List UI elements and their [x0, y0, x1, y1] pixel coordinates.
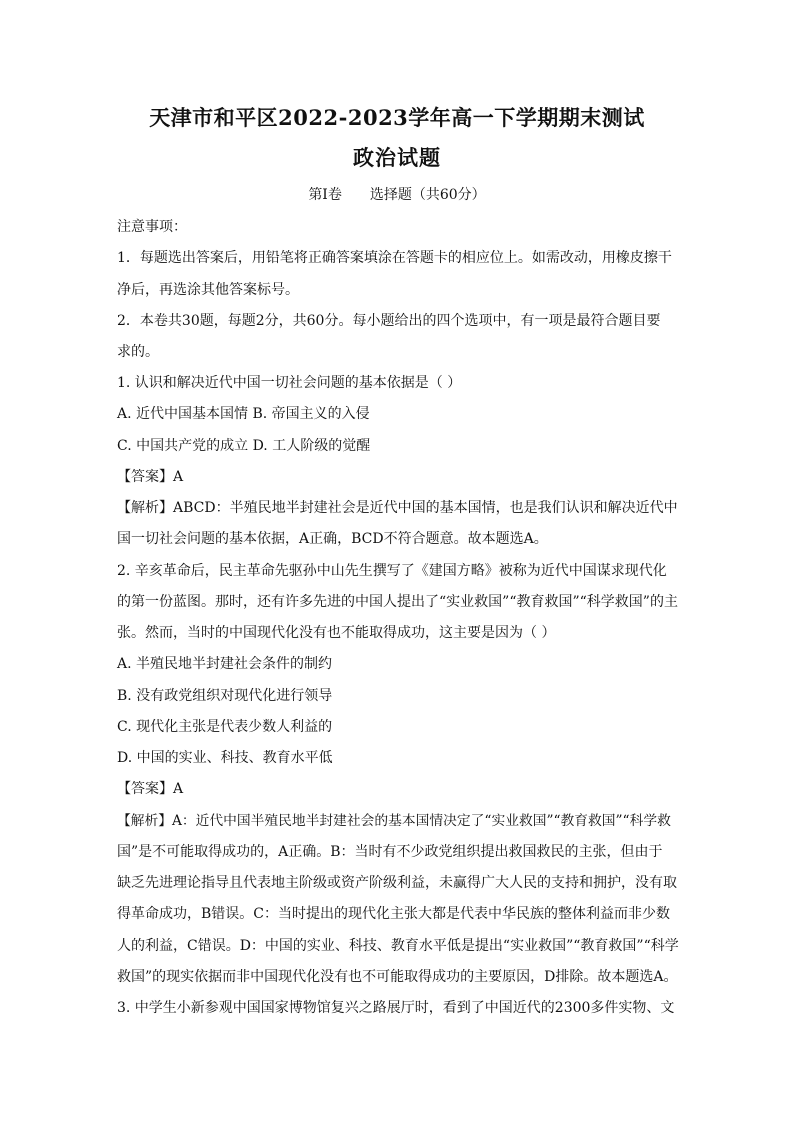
section-label — [0, 184, 794, 206]
question-2-option-d: D. 中国的实业、科技、教育水平低 — [117, 750, 333, 766]
question-2-analysis-line-6: 救国”的现实依据而非中国现代化没有也不可能取得成功的主要原因，D排除。故本题选A。 — [117, 969, 678, 985]
note-item-2-line-1: 2．本卷共30题，每题2分，共60分。每小题给出的四个选项中，有一项是最符合题目要 — [117, 313, 661, 329]
note-item-1-line-1: 1．每题选出答案后，用铅笔将正确答案填涂在答题卡的相应位上。如需改动，用橡皮擦干 — [117, 250, 672, 266]
question-1-stem: 1. 认识和解决近代中国一切社会问题的基本依据是（ ） — [117, 375, 462, 391]
question-1-analysis-line-1: 【解析】ABCD：半殖民地半封建社会是近代中国的基本国情，也是我们认识和解决近代中 — [117, 500, 678, 516]
question-2-stem-line-1: 2. 辛亥革命后，民主革命先驱孙中山先生撰写了《建国方略》被称为近代中国谋求现代化 — [117, 563, 667, 579]
question-2-stem-line-2: 的第一份蓝图。那时，还有许多先进的中国人提出了“实业救国”“教育救国”“科学救国”的主 — [117, 594, 678, 610]
question-2-analysis-line-1: 【解析】A：近代中国半殖民地半封建社会的基本国情决定了“实业救国”“教育救国”“科学救 — [117, 813, 671, 829]
question-1-answer: 【答案】A — [117, 469, 184, 485]
question-2-option-c: C. 现代化主张是代表少数人利益的 — [117, 719, 333, 735]
question-2-option-b: B. 没有政党组织对现代化进行领导 — [117, 688, 333, 704]
question-2-analysis-line-3: 缺乏先进理论指导且代表地主阶级或资产阶级利益，未赢得广大人民的支持和拥护，没有取 — [117, 875, 677, 891]
question-2-answer: 【答案】A — [117, 781, 184, 797]
question-1-options-cd: C. 中国共产党的成立 D. 工人阶级的觉醒 — [117, 438, 371, 454]
question-1-analysis-line-2: 国一切社会问题的基本依据，A正确，BCD不符合题意。故本题选A。 — [117, 531, 548, 547]
question-2-option-a: A. 半殖民地半封建社会条件的制约 — [117, 656, 333, 672]
question-3-stem-line-1: 3. 中学生小新参观中国国家博物馆复兴之路展厅时，看到了中国近代的2300多件实物、文 — [117, 1000, 675, 1016]
section-part: 第I卷 — [308, 187, 342, 203]
note-item-2-line-2: 求的。 — [117, 344, 159, 360]
notes-heading: 注意事项： — [117, 219, 187, 235]
question-2-analysis-line-5: 人的利益，C错误。D：中国的实业、科技、教育水平低是提出“实业救国”“教育救国”“科学 — [117, 938, 679, 954]
question-2-analysis-line-2: 国”是不可能取得成功的，A正确。B：当时有不少政党组织提出救国救民的主张，但由于 — [117, 844, 663, 860]
question-2-analysis-line-4: 得革命成功，B错误。C：当时提出的现代化主张大都是代表中华民族的整体利益而非少数 — [117, 906, 670, 922]
exam-subtitle: 政治试题 — [353, 145, 441, 170]
question-1-options-ab: A. 近代中国基本国情 B. 帝国主义的入侵 — [117, 406, 370, 422]
question-2-stem-line-3: 张。然而，当时的中国现代化没有也不能取得成功，这主要是因为（ ） — [117, 625, 556, 641]
exam-title: 天津市和平区2022-2023学年高一下学期期末测试 — [149, 105, 645, 130]
section-name: 选择题（共60分） — [369, 187, 486, 203]
note-item-1-line-2: 净后，再选涂其他答案标号。 — [117, 282, 299, 298]
